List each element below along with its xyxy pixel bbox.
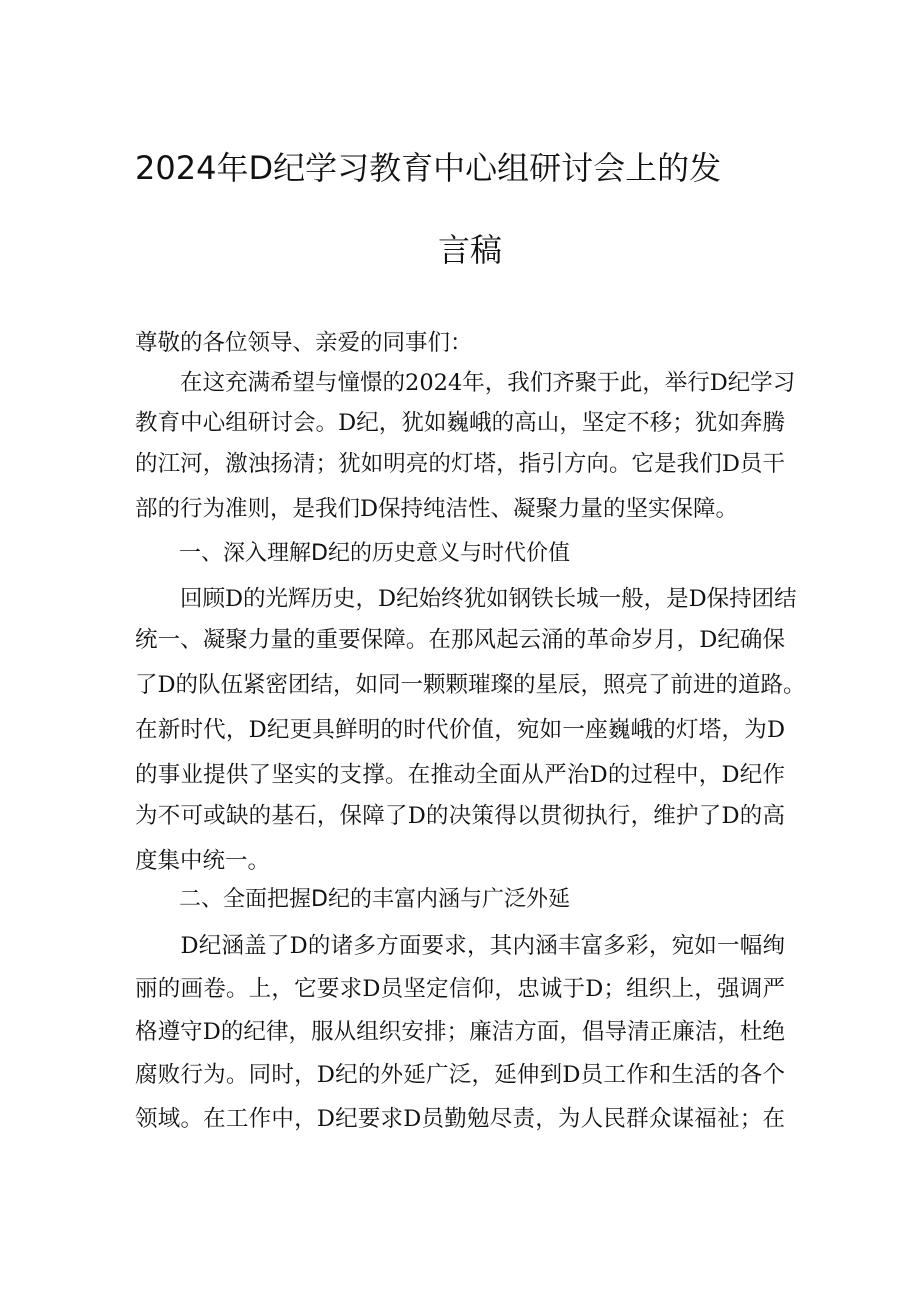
section-heading-2: 二、全面把握D纪的丰富内涵与广泛外延 — [135, 887, 570, 912]
body-line: D纪涵盖了D的诸多方面要求，其内涵丰富多彩，宛如一幅绚 — [135, 933, 785, 959]
body-line: 在这充满希望与憧憬的2024年，我们齐聚于此，举行D纪学习 — [135, 370, 796, 396]
section-heading-1: 一、深入理解D纪的历史意义与时代价值 — [135, 541, 570, 566]
salutation: 尊敬的各位领导、亲爱的同事们： — [135, 330, 473, 356]
body-line: 教育中心组研讨会。D纪，犹如巍峨的高山，坚定不移；犹如奔腾 — [135, 410, 785, 436]
body-line: 部的行为准则，是我们D保持纯洁性、凝聚力量的坚实保障。 — [135, 496, 739, 522]
body-line: 丽的画卷。上，它要求D员坚定信仰，忠诚于D；组织上，强调严 — [135, 976, 785, 1002]
doc-title-line-1: 2024年D纪学习教育中心组研讨会上的发 — [135, 149, 722, 187]
body-line: 的江河，激浊扬清；犹如明亮的灯塔，指引方向。它是我们D员干 — [135, 451, 785, 477]
body-line: 为不可或缺的基石，保障了D的决策得以贯彻执行，维护了D的高 — [135, 803, 785, 829]
body-line: 度集中统一。 — [135, 848, 271, 874]
body-line: 的事业提供了坚实的支撑。在推动全面从严治D的过程中，D纪作 — [135, 762, 785, 788]
body-line: 腐败行为。同时，D纪的外延广泛，延伸到D员工作和生活的各个 — [135, 1062, 785, 1088]
body-line: 了D的队伍紧密团结，如同一颗颗璀璨的星辰，照亮了前进的道路。 — [135, 672, 806, 698]
doc-title-line-2: 言稿 — [437, 231, 502, 269]
body-line: 领域。在工作中，D纪要求D员勤勉尽责，为人民群众谋福祉；在 — [135, 1106, 785, 1132]
body-line: 在新时代，D纪更具鲜明的时代价值，宛如一座巍峨的灯塔，为D — [135, 717, 785, 743]
body-line: 格遵守D的纪律，服从组织安排；廉洁方面，倡导清正廉洁，杜绝 — [135, 1019, 785, 1045]
body-line: 统一、凝聚力量的重要保障。在那风起云涌的革命岁月，D纪确保 — [135, 627, 785, 653]
body-line: 回顾D的光辉历史，D纪始终犹如钢铁长城一般，是D保持团结 — [135, 586, 797, 612]
